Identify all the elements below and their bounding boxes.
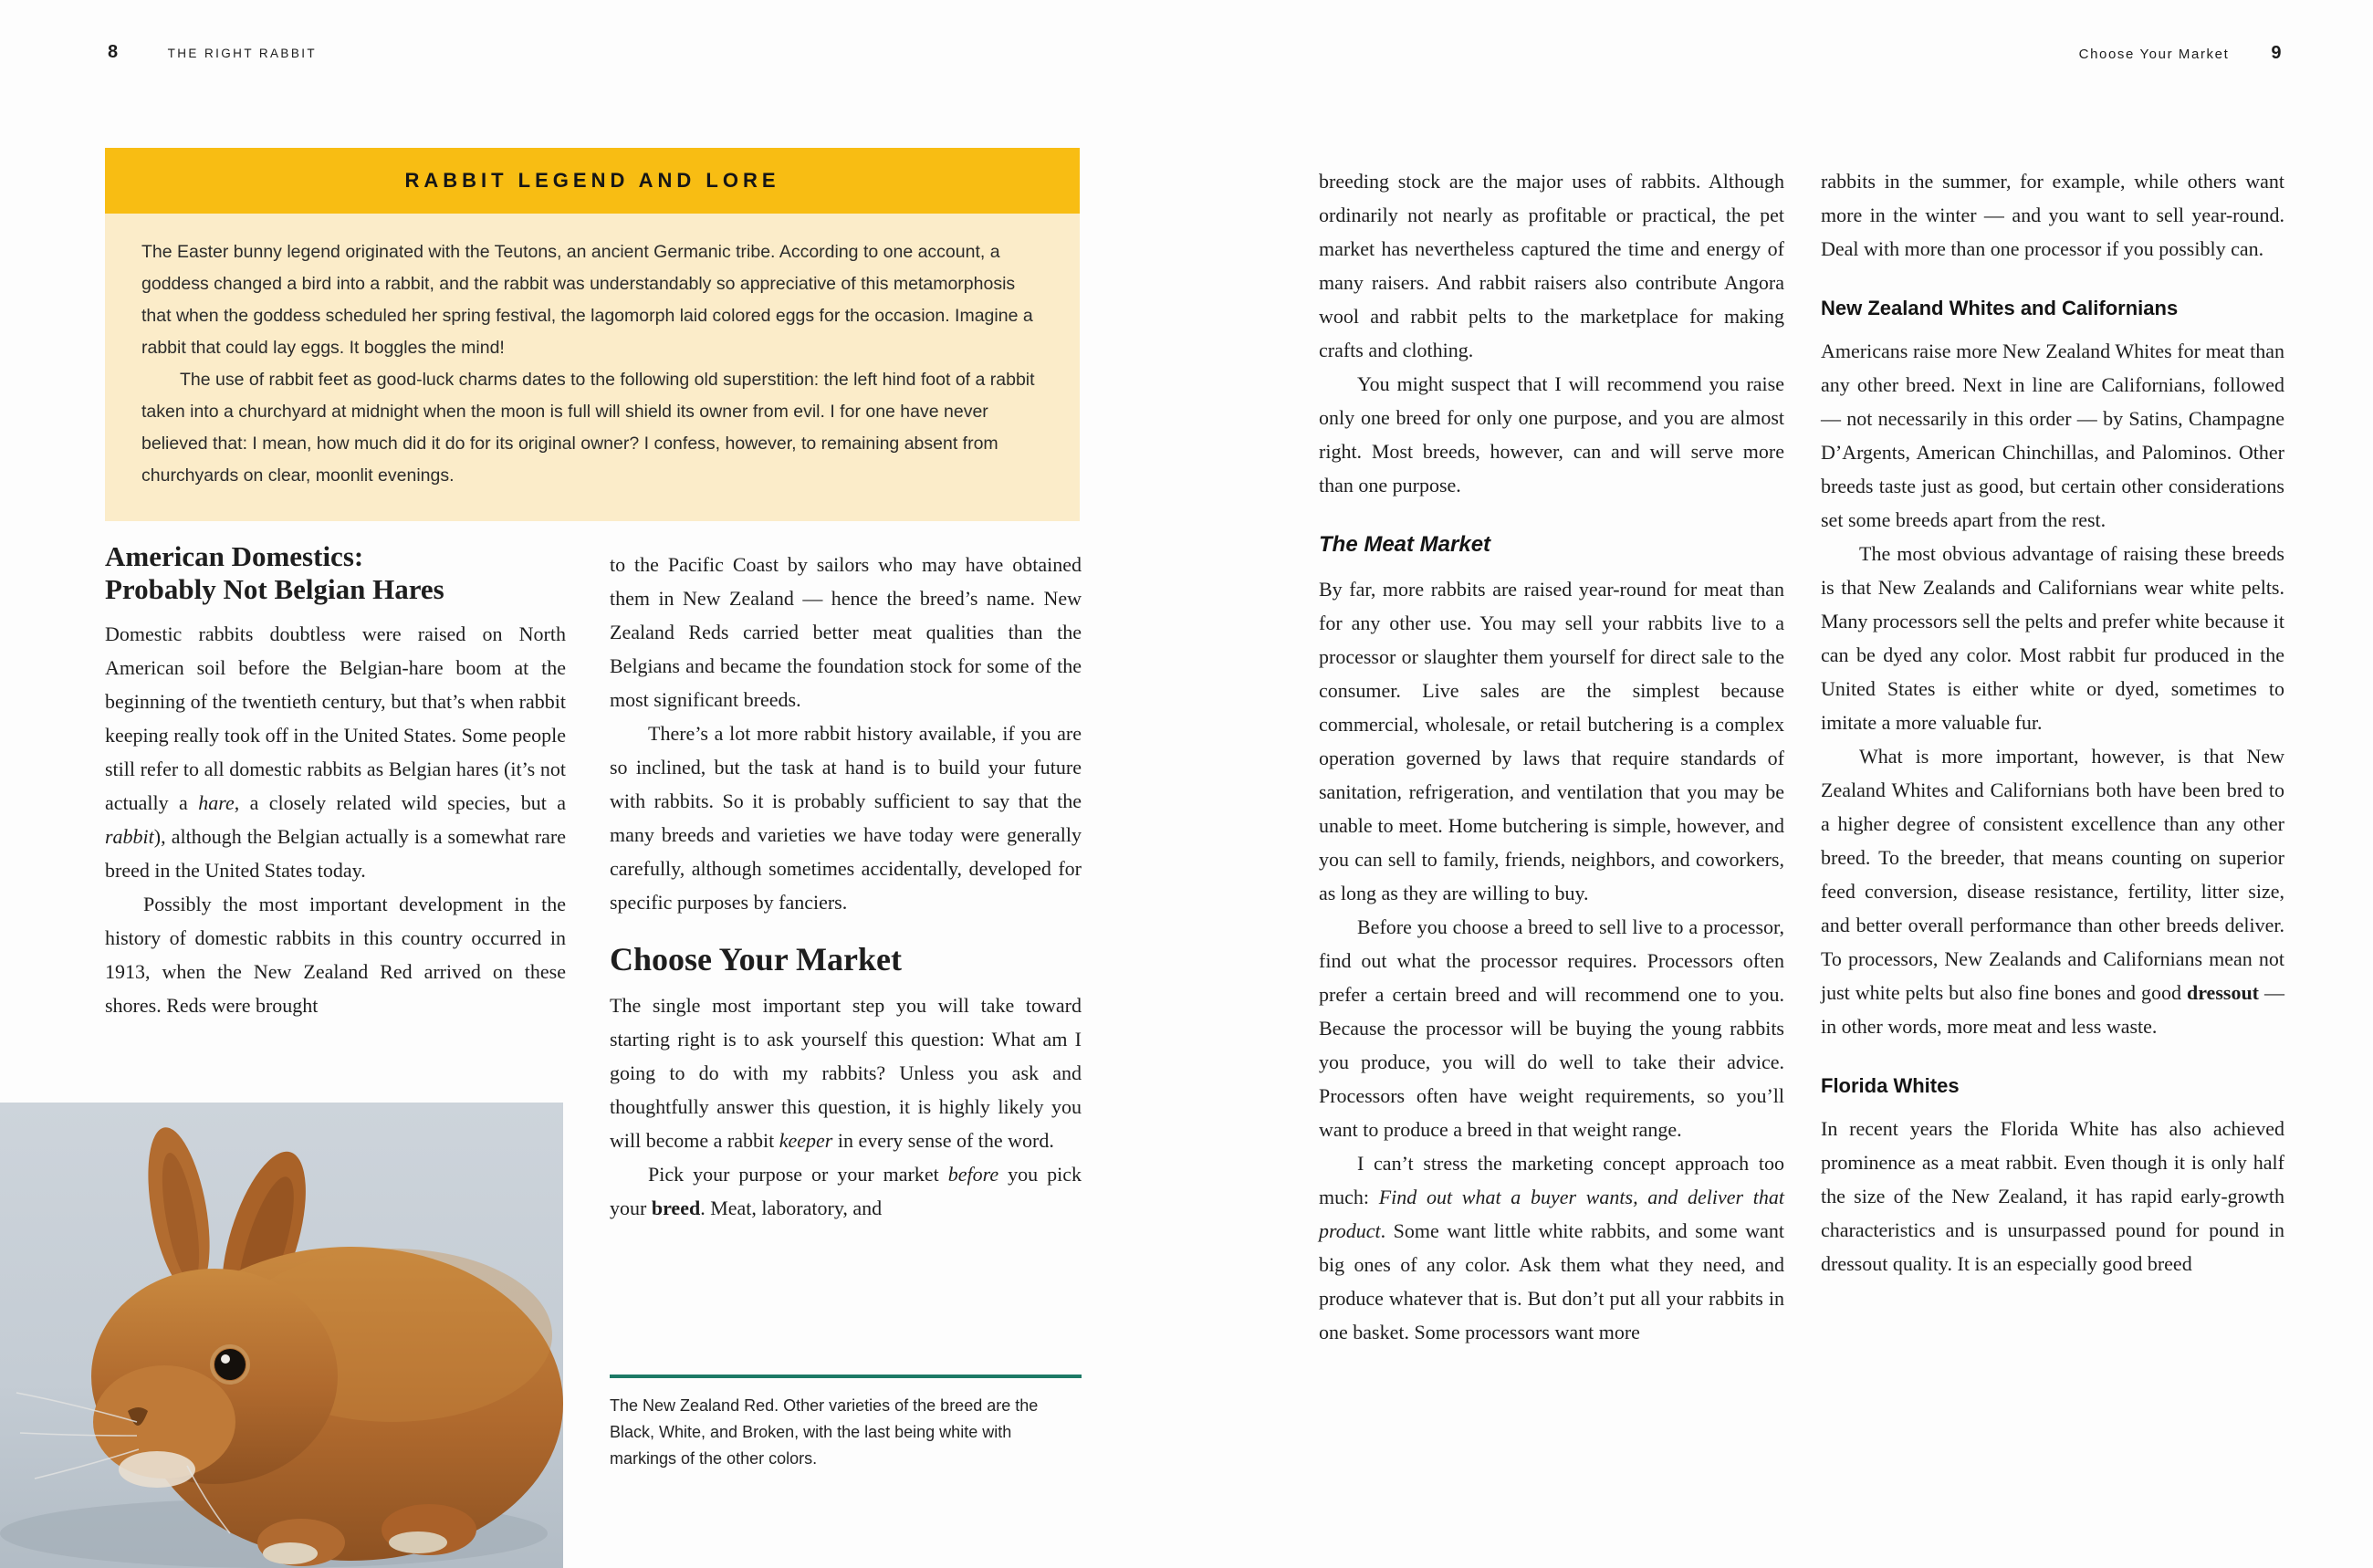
running-head-right [2079,43,2282,64]
body-paragraph: The most obvious advantage of raising these breeds is that New Zealands and Californians wear white pelts. Many processors sell the pelts and prefer white because it can be dyed any color. Most rabbit fur produced in the United States is either white or dyed, sometimes to imitate a more valuable fur. [1821,542,2284,734]
legend-banner [105,148,1080,214]
legend-sidebar-box [105,148,1080,521]
section-heading-american-domestics [105,540,566,606]
body-paragraph: Domestic rabbits doubtless were raised on North American soil before the Belgian-hare boom at the beginning of the twentieth century, but that’s when rabbit keeping really took off in the United States. Some people still refer to all domestic rabbits as Belgian hares (it’s not actually a hare, a closely related wild species, but a rabbit), although the Belgian actually is a somewhat rare breed in the United States today. [105,622,566,882]
page-number-right: 9 [2271,43,2282,63]
legend-paragraph: The Easter bunny legend originated with the Teutons, an ancient Germanic tribe. According to one account, a goddess changed a bird into a rabbit, and the rabbit was understandably so appreciative of this metamorphosis that when the goddess scheduled her spring festival, the lagomorph laid colored eggs for the occasion. Imagine a rabbit that could lay eggs. It boggles the mind! [141,242,1033,358]
running-head-left [108,42,317,63]
body-paragraph: Pick your purpose or your market before you pick your breed. Meat, laboratory, and [610,1163,1082,1219]
section-heading-choose-your-market: Choose Your Market [610,941,902,977]
body-paragraph: Americans raise more New Zealand Whites for meat than any other breed. Next in line are Californians, followed — not necessarily in this order — by Satins, Champagne D’Argents, American Chinchillas, and Palominos. Other breeds taste just as good, but certain other considerations set some breeds apart from the rest. [1821,340,2284,531]
running-head-right-title: Choose Your Market [2078,47,2230,62]
subheading-new-zealand-whites: New Zealand Whites and Californians [1821,297,2179,319]
body-paragraph: to the Pacific Coast by sailors who may have obtained them in New Zealand — hence the breed’s name. New Zealand Reds carried better meat qualities than the Belgians and became the foundation stock for some of the most significant breeds. [610,553,1082,711]
legend-paragraph: The use of rabbit feet as good-luck charms dates to the following old superstition: the left hind foot of a rabbit taken into a churchyard at midnight when the moon is full will shield its owner from evil. I for one have never believed that: I mean, how much did it do for its original owner? I confess, however, to remaining absent from churchyards on clear, moonlit evenings. [141,370,1035,486]
body-paragraph: rabbits in the summer, for example, while others want more in the winter — and you want to sell year-round. Deal with more than one processor if you possibly can. [1821,170,2284,260]
body-paragraph: What is more important, however, is that New Zealand Whites and Californians both have been bred to a higher degree of consistent excellence than any other breed. To the breeder, that means counting on superior feed conversion, disease resistance, fertility, litter size, and better overall performance than other breeds deliver. To processors, New Zealands and Californians mean not just white pelts but also fine bones and good dressout — in other words, more meat and less waste. [1821,745,2285,1038]
left-page-column-1 [105,540,566,1022]
body-paragraph: I can’t stress the marketing concept approach too much: Find out what a buyer wants, and deliver that product. Some want little white rabbits, and some want big ones of any color. Ask them what they need, and produce whatever that is. But don’t put all your rabbits in one basket. Some processors want more [1319,1152,1784,1343]
heading-line: Probably Not Belgian Hares [105,573,444,605]
caption-rule [610,1375,1082,1378]
subheading-florida-whites: Florida Whites [1821,1074,1960,1097]
body-paragraph: You might suspect that I will recommend you raise only one breed for only one purpose, and you are almost right. Most breeds, however, can and will serve more than one purpose. [1319,372,1784,497]
rabbit-illustration [0,1103,563,1568]
body-paragraph: Possibly the most important development in the history of domestic rabbits in this country occurred in 1913, when the New Zealand Red arrived on these shores. Reds were brought [105,893,566,1017]
subheading-meat-market: The Meat Market [1319,532,1491,557]
heading-line: American Domestics: [105,540,364,572]
body-paragraph: In recent years the Florida White has also achieved prominence as a meat rabbit. Even though it is only half the size of the New Zealand, it has rapid early-growth characteristics and is unsurpassed pound for pound in dressout quality. It is an especially good breed [1821,1117,2284,1275]
right-page-column-1 [1319,164,1784,1349]
legend-banner-title: RABBIT LEGEND AND LORE [404,169,780,192]
photo-caption-block [610,1375,1082,1472]
body-paragraph: Before you choose a breed to sell live to a processor, find out what the processor requires. Processors often prefer a certain breed and will recommend one to you. Because the processor will be buying the young rabbits you produce, you will do well to take their advice. Processors often have weight requirements, so you’ll want to produce a breed in that weight range. [1319,915,1784,1141]
left-page-column-2 [610,548,1082,1225]
body-paragraph: breeding stock are the major uses of rabbits. Although ordinarily not nearly as profitable or practical, the pet market has nevertheless captured the time and energy of many raisers. And rabbit raisers also contribute Angora wool and rabbit pelts to the marketplace for making crafts and clothing. [1319,170,1784,361]
running-head-left-title: THE RIGHT RABBIT [167,47,318,60]
right-page-column-2 [1821,164,2284,1281]
body-paragraph: The single most important step you will take toward starting right is to ask yourself this question: What am I going to do with my rabbits? Unless you ask and thoughtfully answer this question, it is highly likely you will become a rabbit keeper in every sense of the word. [610,994,1082,1152]
body-paragraph: There’s a lot more rabbit history available, if you are so inclined, but the task at hand is to build your future with rabbits. So it is probably sufficient to say that the many breeds and varieties we have today were generally carefully, although sometimes accidentally, developed for specific purposes by fanciers. [610,722,1082,914]
page-number-left: 8 [108,42,119,62]
body-paragraph: By far, more rabbits are raised year-round for meat than for any other use. You may sell your rabbits live to a processor or slaughter them yourself for direct sale to the consumer. Live sales are the simplest because commercial, wholesale, or retail butchering is a complex operation governed by laws that require standards of sanitation, refrigeration, and ventilation that you may be unable to meet. Home butchering is simple, however, and you can sell to family, friends, neighbors, and coworkers, as long as they are willing to buy. [1319,578,1784,904]
rabbit-photo [0,1103,563,1568]
photo-caption: The New Zealand Red. Other varieties of the breed are the Black, White, and Broken, with the last being white with markings of the other colors. [610,1396,1039,1468]
legend-body [105,214,1080,521]
